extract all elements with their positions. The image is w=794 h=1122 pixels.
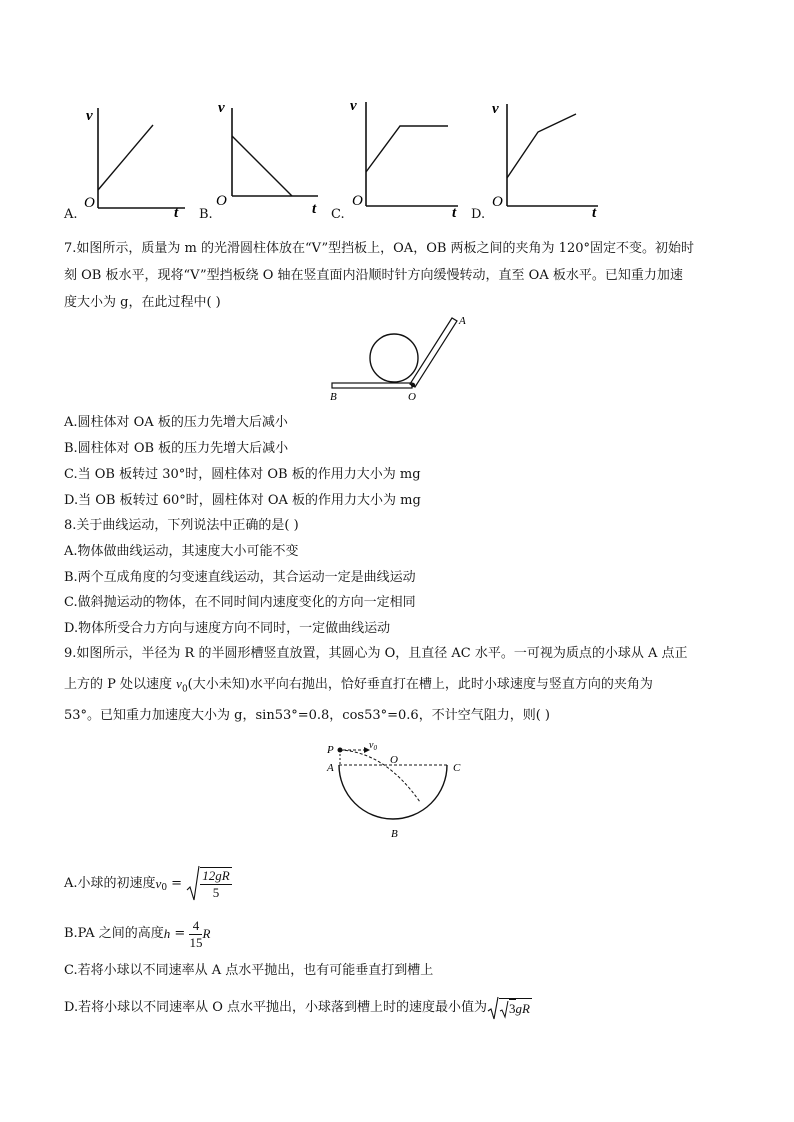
q9-option-a-fraction (200, 867, 231, 901)
q9-stem-line2 (64, 675, 744, 699)
q9-figure (0, 738, 794, 848)
q9-option-b (64, 914, 744, 954)
q9-option-a-den: 5 (212, 885, 220, 900)
q7-option-d: D.当 OB 板转过 60°时，圆柱体对 OA 板的作用力大小为 mg (64, 493, 421, 508)
q9-label-o: O (390, 754, 398, 766)
q9-option-a-num: 12gR (202, 868, 230, 883)
q9-label-b: B (391, 828, 398, 840)
q7-option-c: C.当 OB 板转过 30°时，圆柱体对 OB 板的作用力大小为 mg (64, 467, 421, 482)
q9-option-c: C.若将小球以不同速率从 A 点水平抛出，也有可能垂直打到槽上 (64, 963, 434, 978)
graph-b-o: O (216, 193, 227, 209)
graph-b-t: t (312, 201, 317, 217)
q9-option-a-var: v (155, 876, 162, 891)
q9-option-d-text: D.若将小球以不同速率从 O 点水平抛出，小球落到槽上时的速度最小值为 (64, 1000, 488, 1015)
sqrt-sign-icon (499, 999, 509, 1019)
q9-line2-end: (大小未知)水平向右抛出，恰好垂直打在槽上，此时小球速度与竖直方向的夹角为 (187, 677, 653, 692)
q9-label-p: P (327, 744, 334, 756)
q7-figure (0, 314, 794, 404)
q9-option-b-num: 4 (189, 918, 202, 935)
graph-c-v: v (350, 98, 357, 114)
q7-stem-line2: 刻 OB 板水平，现将“V”型挡板绕 O 轴在竖直面内沿顺时针方向缓慢转动，直至 OA 板水平。已知重力加速 (64, 268, 683, 283)
sqrt-sign-icon (186, 864, 200, 904)
graph-a-v: v (86, 108, 93, 124)
q7-option-b: B.圆柱体对 OB 板的压力先增大后减小 (64, 441, 289, 456)
q7-option-a: A.圆柱体对 OA 板的压力先增大后减小 (64, 415, 288, 430)
graph-b-v: v (218, 100, 225, 116)
q9-label-v0: $v_0$ (369, 740, 377, 752)
q6-option-b-letter: B. (199, 207, 213, 222)
graph-a-t: t (174, 205, 179, 221)
q9-option-b-var: h (163, 926, 171, 941)
q8-option-b: B.两个互成角度的匀变速直线运动，其合运动一定是曲线运动 (64, 570, 416, 585)
q9-v0-var: v (176, 676, 182, 691)
graph-d-t: t (592, 205, 597, 221)
q9-option-d-radicand (499, 998, 532, 1019)
q8-option-a: A.物体做曲线运动，其速度大小可能不变 (64, 544, 299, 559)
graph-b (216, 100, 318, 217)
q7-stem-line3: 度大小为 g，在此过程中( ) (64, 295, 221, 310)
q9-option-a (64, 864, 744, 904)
q9-line2-start: 上方的 P 处以速度 (64, 677, 177, 692)
q9-option-a-sub: 0 (161, 883, 168, 893)
q9-option-b-den: 15 (189, 934, 203, 950)
graph-d-o: O (492, 194, 503, 210)
graph-c (350, 98, 458, 221)
q9-option-b-r: R (202, 926, 211, 941)
graph-d (492, 101, 598, 221)
q9-stem-line1: 9.如图所示，半径为 R 的半圆形槽竖直放置，其圆心为 O，且直径 AC 水平。一可视为质点的小球从 A 点正 (64, 646, 688, 661)
graph-a-o: O (84, 195, 95, 211)
q7-label-o: O (408, 391, 416, 403)
q6-graphs (0, 0, 794, 230)
graph-a (84, 108, 185, 221)
q9-stem-line3: 53°。已知重力加速度大小为 g，sin53°=0.8，cos53°=0.6，不计空气阻力，则( ) (64, 708, 550, 723)
q9-option-d-inner: 3 (509, 1001, 516, 1016)
graph-d-v: v (492, 101, 499, 117)
q9-label-a: A (327, 762, 334, 774)
q9-option-d (64, 994, 744, 1022)
q6-option-c-letter: C. (331, 207, 345, 222)
q9-option-b-text: B.PA 之间的高度 (64, 926, 164, 941)
q6-option-d-letter: D. (471, 207, 486, 222)
q9-option-a-text: A.小球的初速度 (64, 876, 156, 891)
q7-label-a: A (459, 315, 466, 327)
graph-c-o: O (352, 193, 363, 209)
q7-stem-line1: 7.如图所示，质量为 m 的光滑圆柱体放在“V”型挡板上，OA，OB 两板之间的夹角为 120°固定不变。初始时 (64, 241, 694, 256)
q9-option-b-fraction (189, 918, 202, 951)
q9-option-b-eq: = (170, 926, 190, 941)
q8-stem: 8.关于曲线运动，下列说法中正确的是( ) (64, 518, 299, 533)
q9-option-a-eq: = (167, 876, 187, 891)
q9-option-d-gr: gR (515, 1000, 530, 1016)
q9-v0-sub: 0 (181, 684, 188, 695)
q9-label-c: C (453, 762, 461, 774)
q8-option-d: D.物体所受合力方向与速度方向不同时，一定做曲线运动 (64, 621, 391, 636)
sqrt-sign-icon (487, 995, 499, 1021)
q8-option-c: C.做斜抛运动的物体，在不同时间内速度变化的方向一定相同 (64, 595, 416, 610)
q7-label-b: B (330, 391, 337, 403)
q6-option-a-letter: A. (64, 207, 78, 222)
graph-c-t: t (452, 205, 457, 221)
